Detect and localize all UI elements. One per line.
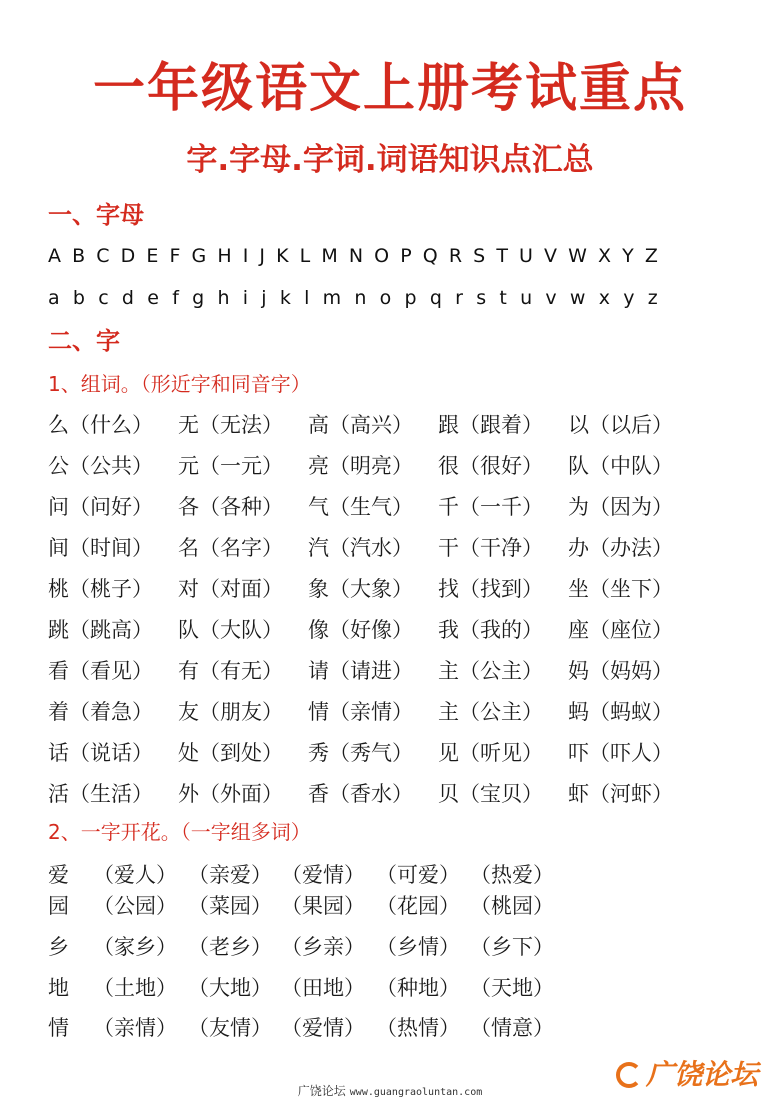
word-entry: 有（有无）: [178, 659, 283, 683]
uppercase-letter: I: [242, 245, 249, 267]
uppercase-letter: Y: [622, 245, 634, 267]
lowercase-letter: o: [379, 287, 392, 309]
word-entry: 千（一千）: [438, 495, 543, 519]
uppercase-letters: [48, 243, 658, 269]
word-entry: 妈（妈妈）: [568, 659, 673, 683]
flower-char: 地: [48, 976, 69, 1000]
flower-word: （大地）: [188, 976, 272, 1000]
flower-word: （老乡）: [188, 935, 272, 959]
word-entry: 活（生活）: [48, 782, 153, 806]
uppercase-letter: W: [568, 245, 587, 267]
uppercase-letter: S: [473, 245, 486, 267]
word-row: [48, 656, 748, 686]
flower-row: [48, 860, 748, 890]
flower-word: （情意）: [470, 1016, 554, 1040]
lowercase-letter: y: [623, 287, 635, 309]
uppercase-letter: B: [72, 245, 86, 267]
flower-word: （菜园）: [188, 894, 272, 918]
flower-row: [48, 932, 748, 962]
word-entry: 为（因为）: [568, 495, 673, 519]
lowercase-letter: w: [569, 287, 586, 309]
word-entry: 元（一元）: [178, 454, 283, 478]
flower-word: （果园）: [281, 894, 365, 918]
word-entry: 队（大队）: [178, 618, 283, 642]
lowercase-letter: c: [98, 287, 109, 309]
uppercase-letter: H: [217, 245, 232, 267]
word-entry: 跟（跟着）: [438, 413, 543, 437]
word-entry: 队（中队）: [568, 454, 673, 478]
flower-word: （爱人）: [93, 863, 177, 887]
word-entry: 公（公共）: [48, 454, 153, 478]
word-entry: 间（时间）: [48, 536, 153, 560]
one-char-many-words-heading: 2、一字开花。（一字组多词）: [48, 820, 311, 844]
word-entry: 问（问好）: [48, 495, 153, 519]
flower-row: [48, 1013, 748, 1043]
lowercase-letter: q: [429, 287, 442, 309]
flower-word: （可爱）: [376, 863, 460, 887]
word-row: [48, 533, 748, 563]
lowercase-letter: i: [242, 287, 249, 309]
flower-char: 乡: [48, 935, 69, 959]
flower-row: [48, 973, 748, 1003]
word-entry: 见（听见）: [438, 741, 543, 765]
word-entry: 气（生气）: [308, 495, 413, 519]
lowercase-letter: h: [217, 287, 230, 309]
word-entry: 请（请进）: [308, 659, 413, 683]
word-entry: 桃（桃子）: [48, 577, 153, 601]
word-entry: 贝（宝贝）: [438, 782, 543, 806]
flower-word: （友情）: [188, 1016, 272, 1040]
lowercase-letter: b: [72, 287, 85, 309]
word-entry: 各（各种）: [178, 495, 283, 519]
uppercase-letter: V: [544, 245, 558, 267]
word-entry: 对（对面）: [178, 577, 283, 601]
word-entry: 找（找到）: [438, 577, 543, 601]
word-entry: 话（说话）: [48, 741, 153, 765]
uppercase-letter: R: [448, 245, 463, 267]
logo-mark-icon: [616, 1062, 642, 1088]
word-entry: 我（我的）: [438, 618, 543, 642]
uppercase-letter: L: [299, 245, 311, 267]
word-entry: 虾（河虾）: [568, 782, 673, 806]
section-letters-heading: 一、字母: [48, 201, 144, 229]
footer-site-name: 广饶论坛: [297, 1084, 346, 1098]
word-row: [48, 615, 748, 645]
flower-char: 园: [48, 894, 69, 918]
word-entry: 蚂（蚂蚁）: [568, 700, 673, 724]
lowercase-letter: f: [172, 287, 179, 309]
lowercase-letter: z: [647, 287, 658, 309]
word-entry: 看（看见）: [48, 659, 153, 683]
word-row: [48, 697, 748, 727]
word-entry: 香（香水）: [308, 782, 413, 806]
flower-word: （亲爱）: [188, 863, 272, 887]
word-entry: 办（办法）: [568, 536, 673, 560]
flower-char: 情: [48, 1016, 69, 1040]
lowercase-letter: l: [304, 287, 310, 309]
page-title: 一年级语文上册考试重点: [92, 59, 687, 119]
lowercase-letter: u: [520, 287, 533, 309]
lowercase-letter: d: [121, 287, 134, 309]
lowercase-letter: x: [598, 287, 610, 309]
lowercase-letter: j: [261, 287, 267, 309]
lowercase-letter: r: [455, 287, 463, 309]
lowercase-letter: e: [147, 287, 159, 309]
word-row: [48, 492, 748, 522]
word-entry: 友（朋友）: [178, 700, 283, 724]
word-entry: 汽（汽水）: [308, 536, 413, 560]
word-entry: 处（到处）: [178, 741, 283, 765]
uppercase-letter: T: [496, 245, 508, 267]
lowercase-letter: n: [354, 287, 367, 309]
lowercase-letter: s: [476, 287, 487, 309]
flower-word: （爱情）: [281, 863, 365, 887]
section-characters-heading: 二、字: [48, 327, 120, 355]
flower-word: （热情）: [376, 1016, 460, 1040]
word-entry: 象（大象）: [308, 577, 413, 601]
uppercase-letter: P: [400, 245, 412, 267]
word-entry: 亮（明亮）: [308, 454, 413, 478]
word-entry: 坐（坐下）: [568, 577, 673, 601]
logo-text: 广饶论坛: [646, 1058, 759, 1091]
uppercase-letter: M: [321, 245, 338, 267]
word-entry: 名（名字）: [178, 536, 283, 560]
word-entry: 主（公主）: [438, 700, 543, 724]
flower-word: （花园）: [376, 894, 460, 918]
flower-word: （桃园）: [470, 894, 554, 918]
word-entry: 以（以后）: [568, 413, 673, 437]
uppercase-letter: Z: [644, 245, 658, 267]
flower-word: （爱情）: [281, 1016, 365, 1040]
word-row: [48, 451, 748, 481]
word-entry: 座（座位）: [568, 618, 673, 642]
uppercase-letter: O: [374, 245, 390, 267]
word-row: [48, 574, 748, 604]
word-entry: 像（好像）: [308, 618, 413, 642]
word-entry: 外（外面）: [178, 782, 283, 806]
lowercase-letter: a: [48, 287, 60, 309]
uppercase-letter: X: [598, 245, 612, 267]
word-entry: 吓（吓人）: [568, 741, 673, 765]
uppercase-letter: F: [169, 245, 181, 267]
uppercase-letter: D: [120, 245, 136, 267]
flower-word: （天地）: [470, 976, 554, 1000]
flower-word: （田地）: [281, 976, 365, 1000]
word-entry: 着（着急）: [48, 700, 153, 724]
flower-word: （家乡）: [93, 935, 177, 959]
word-entry: 高（高兴）: [308, 413, 413, 437]
lowercase-letter: g: [192, 287, 205, 309]
flower-row: [48, 891, 748, 921]
flower-word: （亲情）: [93, 1016, 177, 1040]
uppercase-letter: E: [146, 245, 159, 267]
uppercase-letter: A: [48, 245, 61, 267]
lowercase-letter: v: [545, 287, 557, 309]
word-row: [48, 738, 748, 768]
word-entry: 无（无法）: [178, 413, 283, 437]
flower-word: （乡情）: [376, 935, 460, 959]
uppercase-letter: K: [276, 245, 289, 267]
word-entry: 干（干净）: [438, 536, 543, 560]
footer-url[interactable]: www.guangraoluntan.com: [349, 1087, 483, 1098]
flower-word: （乡下）: [470, 935, 554, 959]
flower-word: （公园）: [93, 894, 177, 918]
word-row: [48, 410, 748, 440]
word-entry: 很（很好）: [438, 454, 543, 478]
word-entry: 跳（跳高）: [48, 618, 153, 642]
page-subtitle: 字.字母.字词.词语知识点汇总: [186, 142, 594, 178]
word-row: [48, 779, 748, 809]
uppercase-letter: J: [259, 245, 266, 267]
site-logo: [616, 1055, 776, 1095]
lowercase-letter: p: [404, 287, 417, 309]
lowercase-letter: m: [322, 287, 342, 309]
flower-word: （土地）: [93, 976, 177, 1000]
uppercase-letter: U: [519, 245, 533, 267]
flower-word: （乡亲）: [281, 935, 365, 959]
uppercase-letter: Q: [422, 245, 438, 267]
word-entry: 主（公主）: [438, 659, 543, 683]
flower-word: （热爱）: [470, 863, 554, 887]
flower-word: （种地）: [376, 976, 460, 1000]
uppercase-letter: C: [96, 245, 110, 267]
lowercase-letter: k: [279, 287, 291, 309]
uppercase-letter: N: [348, 245, 364, 267]
word-entry: 么（什么）: [48, 413, 153, 437]
lowercase-letter: t: [499, 287, 507, 309]
lowercase-letters: [48, 285, 658, 311]
word-entry: 秀（秀气）: [308, 741, 413, 765]
word-entry: 情（亲情）: [308, 700, 413, 724]
flower-char: 爱: [48, 863, 69, 887]
word-formation-heading: 1、组词。（形近字和同音字）: [48, 372, 311, 396]
uppercase-letter: G: [191, 245, 207, 267]
